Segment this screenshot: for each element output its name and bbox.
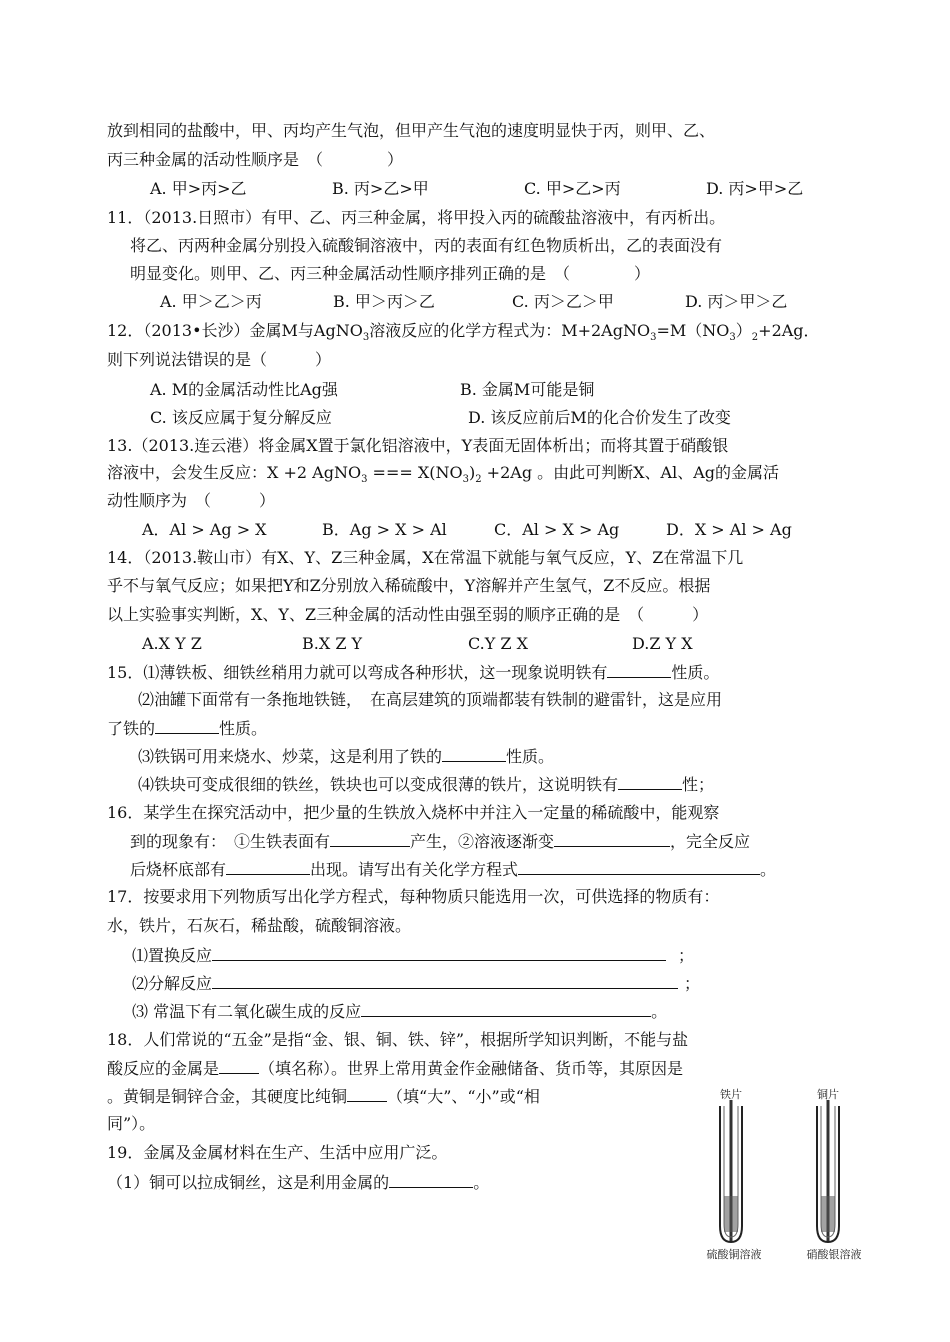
q10-option-b: B. 丙>乙>甲 [332,179,429,198]
blank[interactable] [226,859,310,875]
q14-option-b: B.X Z Y [302,634,363,653]
q15-part-2-line-2: 了铁的 性质。 [107,719,268,738]
q17-part-3: ⑶ 常温下有二氧化碳生成的反应 。 [132,1002,668,1021]
q11-option-a: A. 甲＞乙＞丙 [160,292,262,311]
blank[interactable] [389,1172,473,1188]
blank[interactable] [212,973,678,989]
blank[interactable] [155,718,219,734]
q10-option-d: D. 丙>甲>乙 [706,179,804,198]
q16-line-1: 16．某学生在探究活动中，把少量的生铁放入烧杯中并注入一定量的稀硫酸中，能观察 [107,803,720,822]
q18-line-4: 同”）。 [107,1114,156,1133]
q14-option-c: C.Y Z X [468,634,528,653]
q13-line-2: 溶液中，会发生反应：X +2 AgNO$_3$ === $X(NO_3)_2 +2Ag$ 。由此可判断X、Al、Ag的金属活 [107,463,780,486]
q14-line-3: 以上实验事实判断，X、Y、Z三种金属的活动性由强至弱的顺序正确的是 （ ） [107,605,709,624]
q16-line-2: 到的现象有： ①生铁表面有 产生，②溶液逐渐变 ，完全反应 [130,832,751,851]
q13-option-d: D．X > Al > Ag [666,520,792,539]
q12-option-a: A. M的金属活动性比Ag强 [150,380,338,399]
q13-line-1: 13.（2013.连云港）将金属X置于氯化铝溶液中，Y表面无固体析出；而将其置于硝酸银 [107,436,729,455]
q10-line-1: 放到相同的盐酸中，甲、丙均产生气泡，但甲产生气泡的速度明显快于丙，则甲、乙、 [107,121,716,140]
iron-strip-label: 铁片 [720,1088,742,1101]
blank[interactable] [347,1086,387,1102]
q17-line-1: 17．按要求用下列物质写出化学方程式，每种物质只能选用一次，可供选择的物质有： [107,887,720,906]
blank[interactable] [618,774,682,790]
q13-option-c: C．Al > X > Ag [494,520,620,539]
blank[interactable] [330,831,410,847]
q12-option-d: D. 该反应前后M的化合价发生了改变 [468,408,731,427]
q11-line-3: 明显变化。则甲、乙、丙三种金属活动性顺序排列正确的是 （ ） [130,264,651,283]
q11-option-b: B. 甲＞丙＞乙 [333,292,435,311]
copper-sulfate-label: 硫酸铜溶液 [706,1248,762,1261]
q15-part-4: ⑷铁块可变成很细的铁丝，铁块也可以变成很薄的铁片，这说明铁有 性； [138,775,715,794]
q14-option-a: A.X Y Z [142,634,202,653]
q17-line-2: 水，铁片，石灰石，稀盐酸，硫酸铜溶液。 [107,916,412,935]
silver-nitrate-label: 硝酸银溶液 [806,1248,862,1261]
q19-part-1: （1）铜可以拉成铜丝，这是利用金属的 。 [107,1173,490,1192]
q12-line-2: 则下列说法错误的是（ ） [107,350,332,369]
copper-strip-label: 铜片 [817,1088,839,1101]
q13-line-3: 动性顺序为 （ ） [107,491,276,510]
q14-option-d: D.Z Y X [632,634,693,653]
blank[interactable] [361,1001,651,1017]
q10-option-a: A. 甲>丙>乙 [150,179,247,198]
q16-line-3: 后烧杯底部有 出现。请写出有关化学方程式 。 [130,860,777,879]
q12-option-b: B. 金属M可能是铜 [460,380,595,399]
left-test-tube [720,1100,742,1242]
q18-line-3: 。黄铜是铜锌合金，其硬度比纯铜 （填“大”、“小”或“相 [107,1087,540,1106]
q13-option-b: B．Ag > X > Al [322,520,447,539]
q12-option-c: C. 该反应属于复分解反应 [150,408,332,427]
q14-line-2: 乎不与氧气反应；如果把Y和Z分别放入稀硫酸中，Y溶解并产生氢气，Z不反应。根据 [107,576,711,595]
blank[interactable] [219,1058,259,1074]
q19-line-1: 19．金属及金属材料在生产、生活中应用广泛。 [107,1143,448,1162]
q15-part-3: ⑶铁锅可用来烧水、炒菜，这是利用了铁的 性质。 [138,747,555,766]
blank[interactable] [212,945,666,961]
right-test-tube [817,1100,839,1242]
blank[interactable] [554,831,670,847]
q10-option-c: C. 甲>乙>丙 [524,179,621,198]
blank[interactable] [607,662,671,678]
test-tube-figure [706,1086,876,1266]
q15-part-2-line-1: ⑵油罐下面常有一条拖地铁链， 在高层建筑的顶端都装有铁制的避雷针，这是应用 [138,690,723,709]
q13-option-a: A．Al > Ag > X [142,520,267,539]
q18-line-2: 酸反应的金属是 （填名称）。世界上常用黄金作金融储备、货币等，其原因是 [107,1059,684,1078]
q15-part-1: 15．⑴薄铁板、细铁丝稍用力就可以弯成各种形状，这一现象说明铁有 性质。 [107,663,720,682]
q10-line-2: 丙三种金属的活动性顺序是 （ ） [107,150,404,169]
q18-line-1: 18．人们常说的“五金”是指“金、银、铜、铁、锌”，根据所学知识判断，不能与盐 [107,1030,689,1049]
q17-part-2: ⑵分解反应 ； [132,974,701,993]
q11-line-2: 将乙、丙两种金属分别投入硫酸铜溶液中，丙的表面有红色物质析出，乙的表面没有 [130,236,723,255]
q14-line-1: 14．（2013.鞍山市）有X、Y、Z三种金属，X在常温下就能与氧气反应，Y、Z在常温下几 [107,548,744,567]
blank[interactable] [442,746,506,762]
q17-part-1: ⑴置换反应 ； [132,946,695,965]
q11-line-1: 11．（2013.日照市）有甲、乙、丙三种金属，将甲投入丙的硫酸盐溶液中，有丙析出。 [107,208,726,227]
q11-option-c: C. 丙＞乙＞甲 [512,292,614,311]
blank[interactable] [518,859,760,875]
q11-option-d: D. 丙＞甲＞乙 [685,292,788,311]
q12-line-1: 12．（2013•长沙）金属M与AgNO$_3$溶液反应的化学方程式为：$M+2AgNO_3=M(NO_3)_2+2Ag$． [107,321,820,344]
